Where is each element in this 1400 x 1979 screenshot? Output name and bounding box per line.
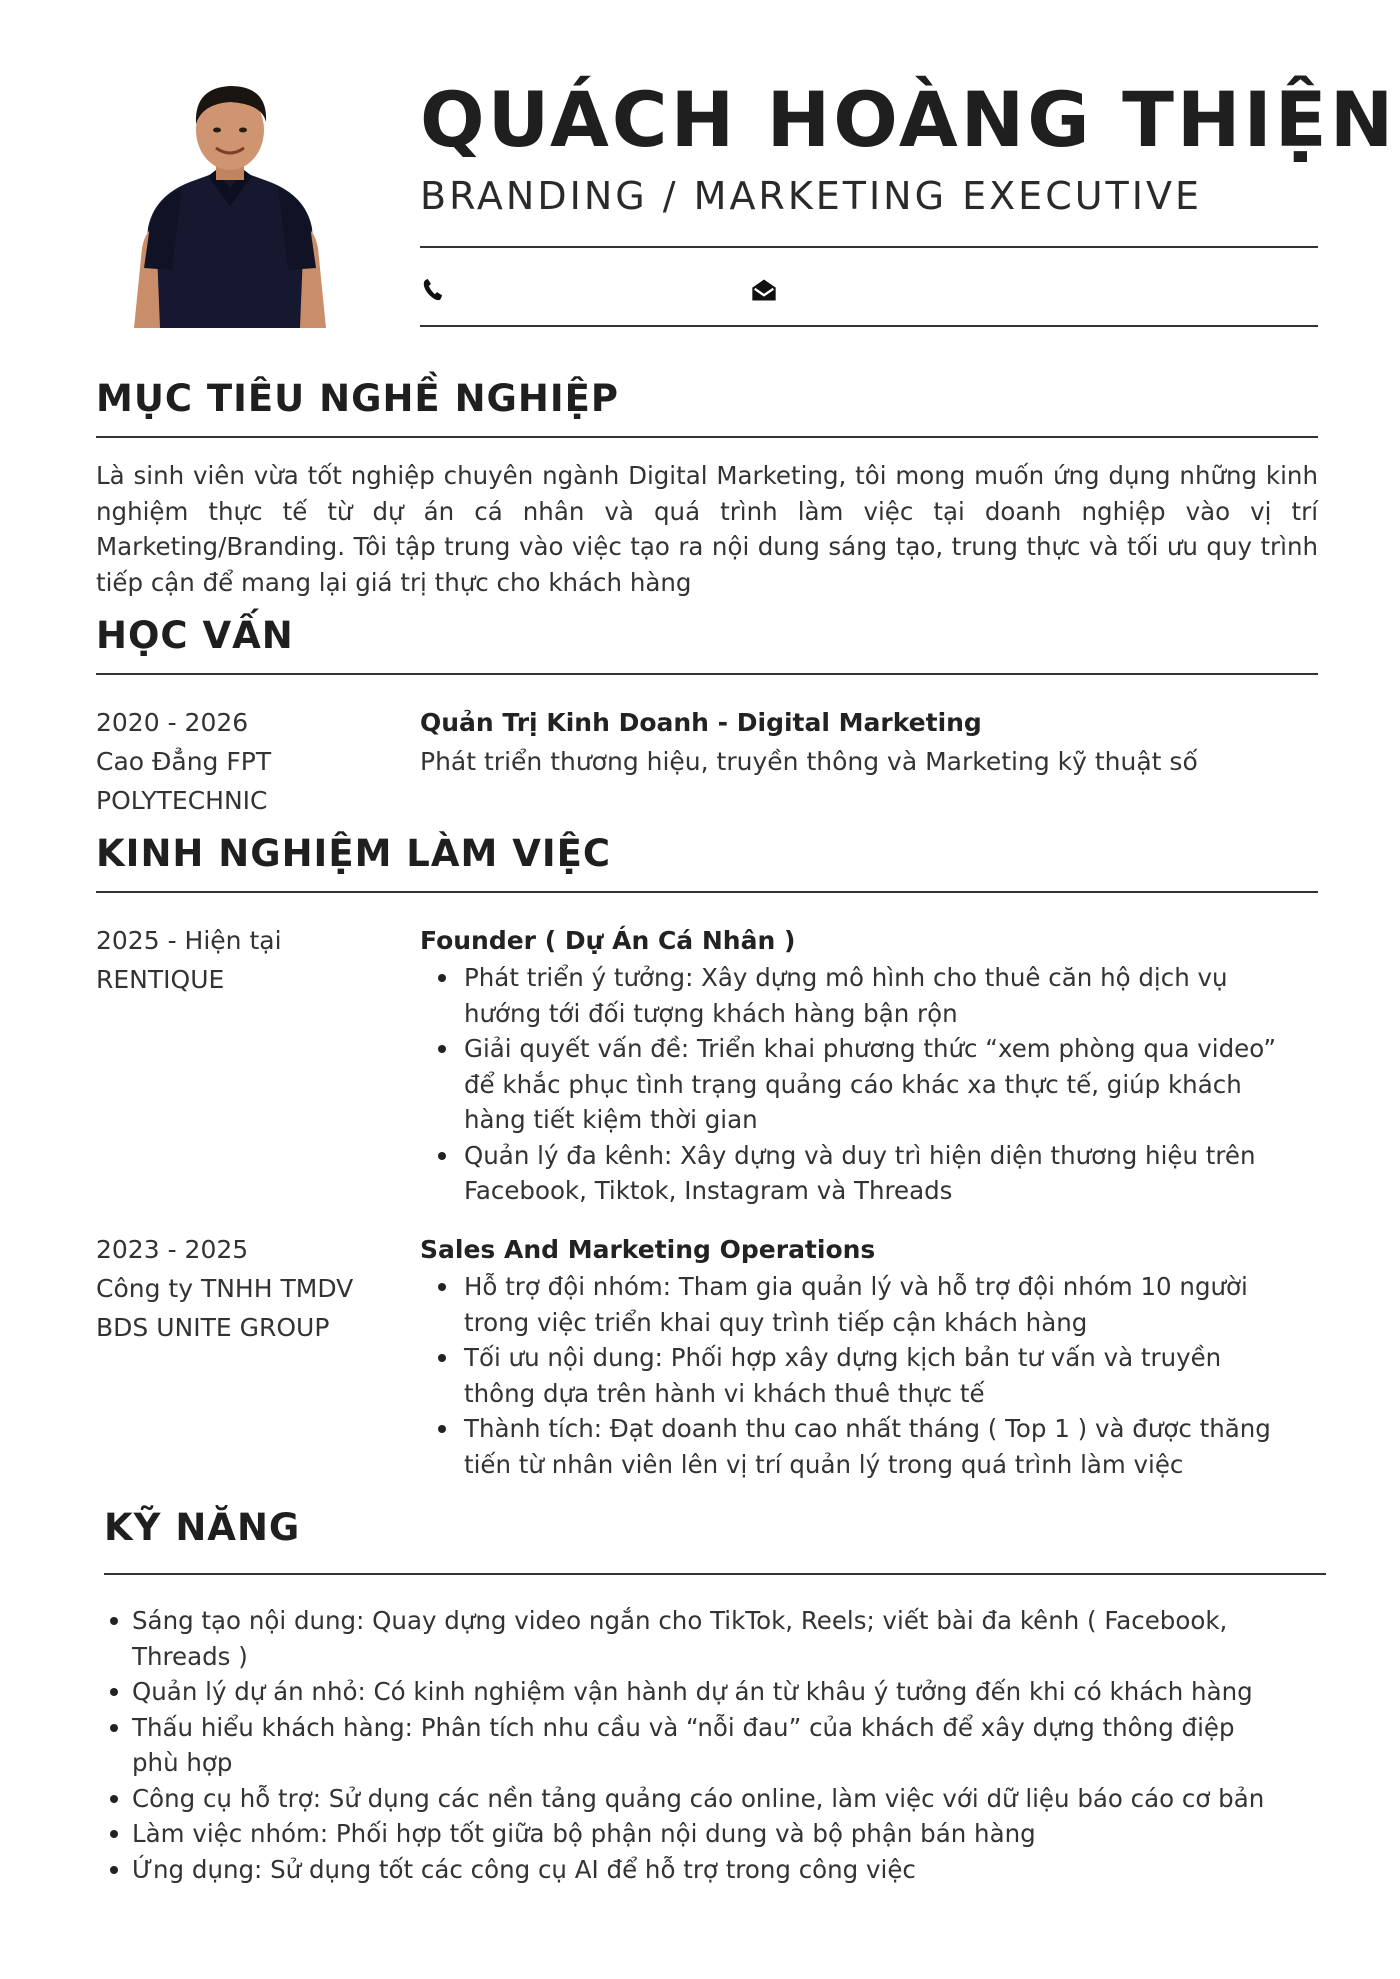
job-1-bullets xyxy=(420,960,1320,1209)
education-school: Cao Đẳng FPT xyxy=(96,747,272,776)
skills-divider xyxy=(104,1573,1326,1575)
objective-divider xyxy=(96,436,1318,438)
candidate-role: BRANDING / MARKETING EXECUTIVE xyxy=(420,174,1202,218)
job-1-period: 2025 - Hiện tại xyxy=(96,926,282,955)
list-item: Quản lý đa kênh: Xây dựng và duy trì hiện diện thương hiệu trên Facebook, Tiktok, Instagram và Threads xyxy=(464,1138,1320,1209)
list-item: Sáng tạo nội dung: Quay dựng video ngắn cho TikTok, Reels; viết bài đa kênh ( Facebook, Threads ) xyxy=(132,1603,1344,1674)
list-item: Quản lý dự án nhỏ: Có kinh nghiệm vận hành dự án từ khâu ý tưởng đến khi có khách hàng xyxy=(132,1674,1344,1710)
job-2-bullets xyxy=(420,1269,1320,1482)
section-title-education: HỌC VẤN xyxy=(96,614,294,657)
envelope-open-icon xyxy=(750,276,778,304)
objective-text: Là sinh viên vừa tốt nghiệp chuyên ngành Digital Marketing, tôi mong muốn ứng dụng những kinh nghiệm thực tế từ dự án cá nhân và quá trình làm việc tại doanh nghiệp vào vị trí Marketing/Branding. Tôi tập trung vào việc tạo ra nội dung sáng tạo, trung thực và tối ưu quy trình tiếp cận để mang lại giá trị thực cho khách hàng xyxy=(96,461,1318,597)
list-item: Ứng dụng: Sử dụng tốt các công cụ AI để hỗ trợ trong công việc xyxy=(132,1852,1344,1888)
header-divider-bottom xyxy=(420,325,1318,327)
list-item: Giải quyết vấn đề: Triển khai phương thức “xem phòng qua video” để khắc phục tình trạng quảng cáo khác xa thực tế, giúp khách hàng tiết kiệm thời gian xyxy=(464,1031,1320,1138)
education-major: Quản Trị Kinh Doanh - Digital Marketing xyxy=(420,708,982,737)
job-2-position: Sales And Marketing Operations xyxy=(420,1235,876,1264)
education-divider xyxy=(96,673,1318,675)
job-1-org: RENTIQUE xyxy=(96,965,225,994)
education-description: Phát triển thương hiệu, truyền thông và Marketing kỹ thuật số xyxy=(420,747,1198,776)
list-item: Công cụ hỗ trợ: Sử dụng các nền tảng quảng cáo online, làm việc với dữ liệu báo cáo cơ bản xyxy=(132,1781,1344,1817)
experience-divider xyxy=(96,891,1318,893)
list-item: Thành tích: Đạt doanh thu cao nhất tháng ( Top 1 ) và được thăng tiến từ nhân viên lên vị trí quản lý trong quá trình làm việc xyxy=(464,1411,1320,1482)
list-item: Hỗ trợ đội nhóm: Tham gia quản lý và hỗ trợ đội nhóm 10 người trong việc triển khai quy trình tiếp cận khách hàng xyxy=(464,1269,1320,1340)
section-title-objective: MỤC TIÊU NGHỀ NGHIỆP xyxy=(96,377,620,420)
job-2-org: Công ty TNHH TMDV xyxy=(96,1274,354,1303)
phone-icon xyxy=(420,276,448,304)
education-detail xyxy=(420,703,1320,781)
job-2-org-cont: BDS UNITE GROUP xyxy=(96,1313,330,1342)
job-2-meta xyxy=(96,1230,406,1347)
job-1-detail xyxy=(420,921,1320,1209)
education-school-cont: POLYTECHNIC xyxy=(96,786,268,815)
job-1-meta xyxy=(96,921,406,999)
skills-list xyxy=(104,1603,1344,1887)
list-item: Phát triển ý tưởng: Xây dựng mô hình cho thuê căn hộ dịch vụ hướng tới đối tượng khách hàng bận rộn xyxy=(464,960,1320,1031)
job-2-detail xyxy=(420,1230,1320,1482)
section-title-experience: KINH NGHIỆM LÀM VIỆC xyxy=(96,832,612,875)
header-divider-top xyxy=(420,246,1318,248)
list-item: Làm việc nhóm: Phối hợp tốt giữa bộ phận nội dung và bộ phận bán hàng xyxy=(132,1816,1344,1852)
profile-photo xyxy=(120,78,340,328)
job-2-period: 2023 - 2025 xyxy=(96,1235,249,1264)
section-title-skills: KỸ NĂNG xyxy=(104,1506,301,1549)
education-meta xyxy=(96,703,406,820)
job-1-position: Founder ( Dự Án Cá Nhân ) xyxy=(420,926,796,955)
education-period: 2020 - 2026 xyxy=(96,708,249,737)
candidate-name: QUÁCH HOÀNG THIỆN xyxy=(420,75,1397,164)
list-item: Thấu hiểu khách hàng: Phân tích nhu cầu và “nỗi đau” của khách để xây dựng thông điệp phù hợp xyxy=(132,1710,1344,1781)
list-item: Tối ưu nội dung: Phối hợp xây dựng kịch bản tư vấn và truyền thông dựa trên hành vi khách thuê thực tế xyxy=(464,1340,1320,1411)
